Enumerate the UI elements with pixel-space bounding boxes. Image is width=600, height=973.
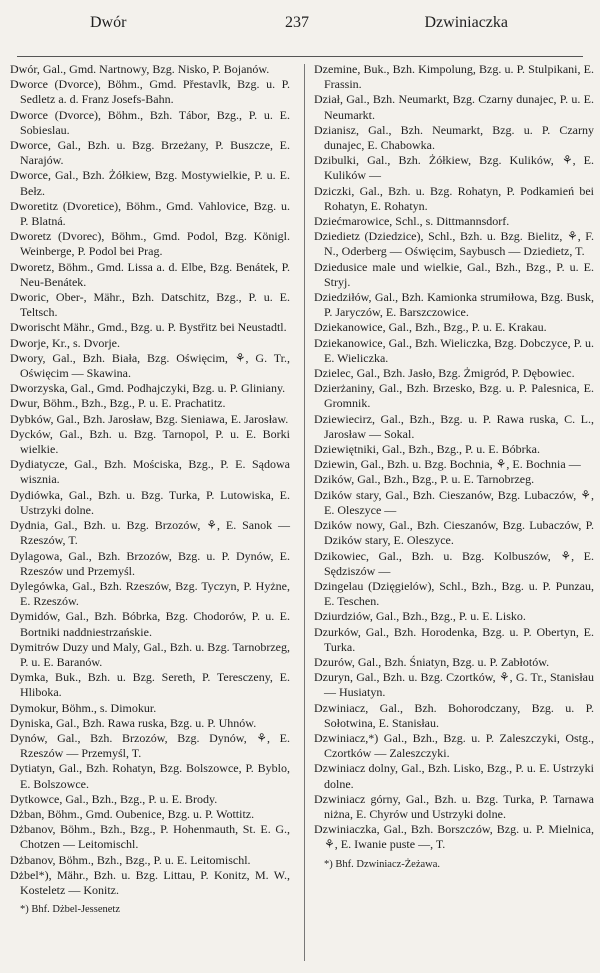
gazetteer-entry: Dymokur, Böhm., s. Dimokur. — [10, 700, 157, 715]
gazetteer-entry: Dział, Gal., Bzh. Neumarkt, Bzg. Czarny dunajec, P. u. E. Neumarkt. — [314, 92, 594, 122]
gazetteer-entry: Dzików, Gal., Bzh., Bzg., P. u. E. Tarnobrzeg. — [314, 472, 535, 487]
running-header — [0, 10, 600, 38]
gazetteer-entry: Dyniska, Gal., Bzh. Rawa ruska, Bzg. u. P. Uhnów. — [10, 715, 257, 730]
gazetteer-entry: Dworetz (Dvorec), Böhm., Gmd. Podol, Bzg. Königl. Weinberge, P. Podol bei Prag. — [10, 229, 290, 259]
gazetteer-entry: Dworje, Kr., s. Dvorje. — [10, 335, 120, 350]
gazetteer-entry: Dziewin, Gal., Bzh. u. Bzg. Bochnia, ⚘, E. Bochnia — — [314, 457, 581, 472]
gazetteer-entry: Dwur, Böhm., Bzh., Bzg., P. u. E. Prachatitz. — [10, 396, 226, 411]
gazetteer-entry: Dymka, Buk., Bzh. u. Bzg. Sereth, P. Teresczeny, E. Hliboka. — [10, 670, 290, 700]
gazetteer-entry: Dytiatyn, Gal., Bzh. Rohatyn, Bzg. Bolszowce, P. Byblo, E. Bolszowce. — [10, 761, 290, 791]
gazetteer-entry: Dycków, Gal., Bzh. u. Bzg. Tarnopol, P. u. E. Borki wielkie. — [10, 426, 290, 457]
gazetteer-entry: Dworce, Gal., Bzh. u. Bzg. Brzeżany, P. Buszcze, E. Narajów. — [10, 138, 290, 168]
gazetteer-entry: Dworce (Dvorce), Böhm., Gmd. Přestavlk, Bzg. u. P. Sedletz a. d. Franz Josefs-Bahn. — [10, 77, 290, 107]
gazetteer-entry: Dynów, Gal., Bzh. Brzozów, Bzg. Dynów, ⚘, E. Rzeszów — Przemyśl, T. — [10, 730, 290, 761]
gazetteer-entry: Dzielec, Gal., Bzh. Jasło, Bzg. Żmigród, P. Dębowiec. — [314, 366, 575, 381]
page-number: 237 — [285, 14, 309, 31]
gazetteer-entry: Dzwiniacz,*) Gal., Bzh., Bzg. u. P. Zaleszczyki, Ostg., Czortków — Zaleszczyki. — [314, 730, 594, 761]
gazetteer-entry: Dydiówka, Gal., Bzh. u. Bzg. Turka, P. Lutowiska, E. Ustrzyki dolne. — [10, 487, 290, 517]
gazetteer-entry: Dziczki, Gal., Bzh. u. Bzg. Rohatyn, P. Podkamień bei Rohatyn, E. Rohatyn. — [314, 183, 594, 213]
gazetteer-entry: Dzibulki, Gal., Bzh. Żółkiew, Bzg. Kulików, ⚘, E. Kulików — — [314, 153, 594, 183]
gazetteer-entry: Dymidów, Gal., Bzh. Bóbrka, Bzg. Chodorów, P. u. E. Bortniki naddniestrzańskie. — [10, 609, 290, 639]
gazetteer-entry: Dydnia, Gal., Bzh. u. Bzg. Brzozów, ⚘, E. Sanok — Rzeszów, T. — [10, 518, 290, 548]
header-rule — [17, 56, 583, 57]
header-right-word: Dzwiniaczka — [424, 14, 508, 31]
gazetteer-entry: Dzuryn, Gal., Bzh. u. Bzg. Czortków, ⚘, G. Tr., Stanisłau — Husiatyn. — [314, 670, 594, 700]
gazetteer-entry: Dziećmarowice, Schl., s. Dittmannsdorf. — [314, 214, 510, 229]
gazetteer-entry: Dżban, Böhm., Gmd. Oubenice, Bzg. u. P. Wottitz. — [10, 806, 255, 821]
gazetteer-entry: Dworetitz (Dvoretice), Böhm., Gmd. Vahlovice, Bzg. u. P. Blatná. — [10, 198, 290, 229]
gazetteer-entry: Dzików stary, Gal., Bzh. Cieszanów, Bzg. Lubaczów, ⚘, E. Oleszyce — — [314, 487, 594, 517]
gazetteer-entry: Dwór, Gal., Gmd. Nartnowy, Bzg. Nisko, P. Bojanów. — [10, 62, 270, 76]
gazetteer-entry: Dytkowce, Gal., Bzh., Bzg., P. u. E. Brody. — [10, 791, 218, 806]
column-divider — [304, 64, 305, 961]
gazetteer-entry: Dworetz, Böhm., Gmd. Lissa a. d. Elbe, Bzg. Benátek, P. Neu-Benátek. — [10, 259, 290, 289]
gazetteer-entry: Dworischt Mähr., Gmd., Bzg. u. P. Bystřitz bei Neustadtl. — [10, 320, 287, 335]
gazetteer-entry: Dzemine, Buk., Bzh. Kimpolung, Bzg. u. P. Stulpikani, E. Frassin. — [314, 62, 594, 92]
gazetteer-entry: Dzików nowy, Gal., Bzh. Cieszanów, Bzg. Lubaczów, P. Dzików stary, E. Oleszyce. — [314, 518, 594, 548]
gazetteer-entry: Dzwiniacz górny, Gal., Bzh. u. Bzg. Turka, P. Tarnawa niżna, E. Chyrów und Ustrzyki dolne. — [314, 791, 594, 821]
gazetteer-entry: Dzingelau (Dzięgielów), Schl., Bzh., Bzg. u. P. Punzau, E. Teschen. — [314, 578, 594, 609]
footnote: *) Bhf. Dżbel-Jessenetz — [20, 904, 121, 916]
gazetteer-entry: Dzikowiec, Gal., Bzh. u. Bzg. Kolbuszów, ⚘, E. Sędziszów — — [314, 548, 594, 578]
gazetteer-entry: Dydiatycze, Gal., Bzh. Mościska, Bzg., P. E. Sądowa wisznia. — [10, 457, 290, 487]
gazetteer-entry: Dżbanov, Böhm., Bzh., Bzg., P. Hohenmauth, St. E. G., Chotzen — Leitomischl. — [10, 822, 290, 852]
gazetteer-entry: Dworce (Dvorce), Böhm., Bzh. Tábor, Bzg., P. u. E. Sobieslau. — [10, 107, 290, 137]
gazetteer-entry: Dzierżaniny, Gal., Bzh. Brzesko, Bzg. u. P. Palesnica, E. Gromnik. — [314, 381, 594, 411]
gazetteer-entry: Dzurów, Gal., Bzh. Śniatyn, Bzg. u. P. Zabłotów. — [314, 654, 550, 669]
right-column — [314, 62, 594, 872]
left-column — [10, 62, 290, 917]
gazetteer-entry: Dziedusice male und wielkie, Gal., Bzh., Bzg., P. u. E. Stryj. — [314, 259, 594, 289]
gazetteer-entry: Dziekanowice, Gal., Bzh., Bzg., P. u. E. Krakau. — [314, 320, 547, 335]
gazetteer-entry: Dylagowa, Gal., Bzh. Brzozów, Bzg. u. P. Dynów, E. Rzeszów und Przemyśl. — [10, 548, 290, 578]
gazetteer-entry: Dżbel*), Mähr., Bzh. u. Bzg. Littau, P. Konitz, M. W., Kosteletz — Konitz. — [10, 867, 290, 897]
header-left-word: Dwór — [90, 14, 127, 31]
gazetteer-entry: Dzwiniaczka, Gal., Bzh. Borszczów, Bzg. u. P. Mielnica, ⚘, E. Iwanie puste —, T. — [314, 822, 594, 852]
gazetteer-entry: Dworzyska, Gal., Gmd. Podhajczyki, Bzg. u. P. Gliniany. — [10, 381, 286, 396]
gazetteer-entry: Dzwiniacz dolny, Gal., Bzh. Lisko, Bzg., P. u. E. Ustrzyki dolne. — [314, 761, 594, 791]
gazetteer-entry: Dzianisz, Gal., Bzh. Neumarkt, Bzg. u. P. Czarny dunajec, E. Chabowka. — [314, 122, 594, 153]
gazetteer-entry: Dylegówka, Gal., Bzh. Rzeszów, Bzg. Tyczyn, P. Hyżne, E. Rzeszów. — [10, 578, 290, 609]
gazetteer-entry: Dworic, Ober-, Mähr., Bzh. Datschitz, Bzg., P. u. E. Teltsch. — [10, 290, 290, 320]
gazetteer-entry: Dzwiniacz, Gal., Bzh. Bohorodczany, Bzg. u. P. Sołotwina, E. Stanisłau. — [314, 700, 594, 730]
gazetteer-entry: Dzurków, Gal., Bzh. Horodenka, Bzg. u. P. Obertyn, E. Turka. — [314, 624, 594, 654]
gazetteer-entry: Dziekanowice, Gal., Bzh. Wieliczka, Bzg. Dobczyce, P. u. E. Wieliczka. — [314, 335, 594, 365]
gazetteer-entry: Dziewiętniki, Gal., Bzh., Bzg., P. u. E. Bóbrka. — [314, 442, 540, 457]
footnote: *) Bhf. Dzwiniacz-Żeżawa. — [324, 858, 441, 870]
gazetteer-entry: Dwory, Gal., Bzh. Biała, Bzg. Oświęcim, ⚘, G. Tr., Oświęcim — Skawina. — [10, 350, 290, 381]
gazetteer-entry: Dziedziłów, Gal., Bzh. Kamionka strumiłowa, Bzg. Busk, P. Jaryczów, E. Barszczowice. — [314, 290, 594, 320]
gazetteer-entry: Dżbanov, Böhm., Bzh., Bzg., P. u. E. Leitomischl. — [10, 852, 251, 867]
gazetteer-entry: Dziedietz (Dziedzice), Schl., Bzh. u. Bzg. Bielitz, ⚘, F. N., Oderberg — Oświęcim, Saybusch — Dziedietz, T. — [314, 229, 594, 259]
gazetteer-entry: Dziurdziów, Gal., Bzh., Bzg., P. u. E. Lisko. — [314, 609, 526, 624]
gazetteer-entry: Dziewiecirz, Gal., Bzh., Bzg. u. P. Rawa ruska, C. L., Jarosław — Sokal. — [314, 411, 594, 441]
gazetteer-entry: Dworce, Gal., Bzh. Żółkiew, Bzg. Mostywielkie, P. u. E. Bełz. — [10, 168, 290, 198]
gazetteer-entry: Dybków, Gal., Bzh. Jarosław, Bzg. Sieniawa, E. Jarosław. — [10, 411, 289, 426]
gazetteer-entry: Dymitrów Duzy und Maly, Gal., Bzh. u. Bzg. Tarnobrzeg, P. u. E. Baranów. — [10, 639, 290, 669]
